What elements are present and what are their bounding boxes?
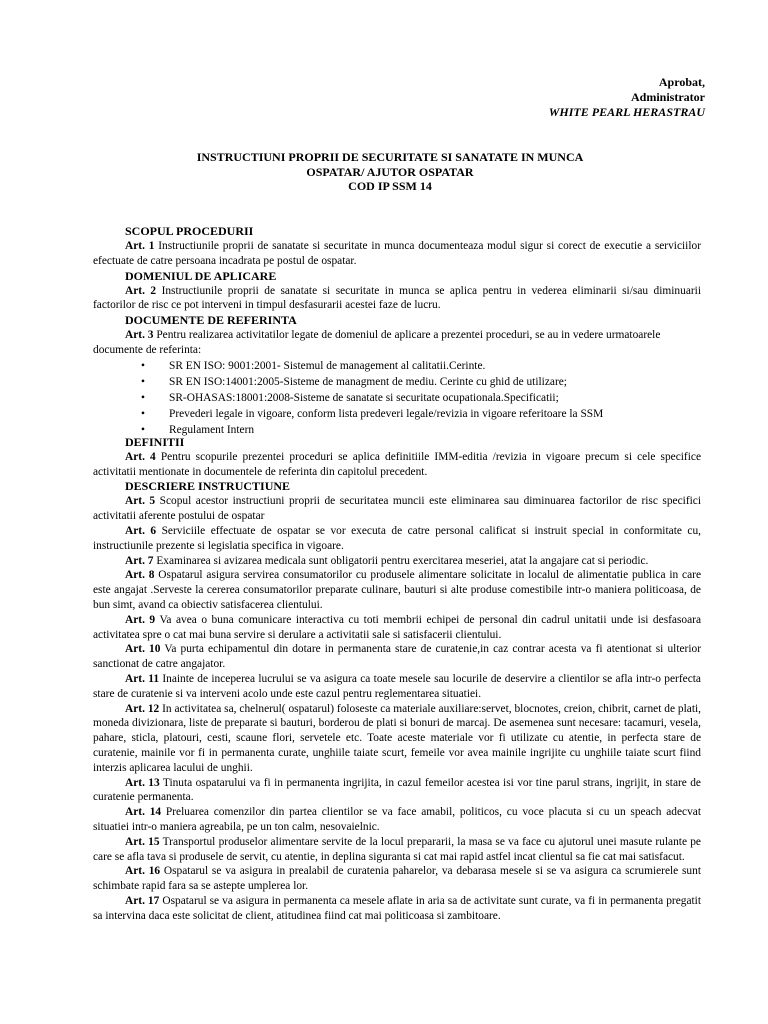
article-text: Serviciile effectuate de ospatar se vor executa de catre personal calificat si instruit special in conformitate cu, instructiunile prezente si legislatia specifica in vigoare. [93,524,701,552]
article-label: Art. 2 [125,284,157,297]
reference-list [93,358,701,438]
article-label: Art. 5 [125,495,156,508]
reference-item: • SR-OHASAS:18001:2008-Sisteme de sanatate si securitate ocupationala.Specificatii; [141,390,701,406]
article-7 [93,554,701,569]
article-label: Art. 3 [125,329,154,342]
article-text: Ospatarul se va asigura in prealabil de curatenia paharelor, va debarasa mesele si se va asigura ca scrumierele sunt schimbate rapid fara sa se astepte umplerea lor. [93,865,701,893]
article-label: Art. 6 [125,524,157,537]
article-text: Instructiunile proprii de sanatate si securitate in munca documenteaza modul sigur si corect de executie a serviciilor efectuate de catre persoana incadrata pe postul de ospatar. [93,240,701,267]
article-14 [93,805,701,835]
article-5 [93,494,701,524]
section-heading-domeniu: DOMENIUL DE APLICARE [125,268,277,283]
section-heading-documente: DOCUMENTE DE REFERINTA [125,313,297,328]
reference-item: • Prevederi legale in vigoare, conform lista predeveri legale/revizia in vigoare referitoare la SSM [141,406,701,422]
approval-label: Aprobat, [658,75,705,89]
article-text: Tinuta ospatarului va fi in permanenta ingrijita, in cazul femeilor acestea isi vor tine parul strans, ingrijit, in stare de curatenie permanenta. [93,776,701,804]
title-line-3: COD IP SSM 14 [348,179,432,193]
article-text: Instructiunile proprii de sanatate si securitate in munca se aplica pentru in vederea eliminarii si/sau diminuarii factorilor de risc ce pot interveni in timpul desfasurarii acestei faze de lucru. [93,284,701,312]
article-text: Scopul acestor instructiuni proprii de securitatea muncii este eliminarea sau diminuarea factorilor de risc specifici activitatii aferente postului de ospatar [93,495,701,523]
article-13 [93,776,701,806]
article-label: Art. 4 [125,450,156,463]
article-3 [93,328,701,358]
article-9 [93,613,701,643]
article-15 [93,835,701,865]
article-label: Art. 1 [125,240,155,252]
article-label: Art. 16 [125,865,161,878]
approval-block [549,75,705,120]
article-text: Pentru scopurile prezentei proceduri se aplica definitiile IMM-editia /revizia in vigoare precum si cele specifice activitatii mentionate in documentele de referinta din capitolul precedent. [93,450,702,478]
article-label: Art. 7 [125,554,154,567]
title-line-2: OSPATAR/ AJUTOR OSPATAR [306,164,474,179]
article-8 [93,568,701,612]
article-label: Art. 8 [125,569,155,582]
article-label: Art. 13 [125,776,160,789]
article-4 [93,450,701,480]
section-heading-descriere: DESCRIERE INSTRUCTIUNE [125,479,291,494]
article-1 [93,239,701,269]
document-body [93,224,701,923]
article-text: Inainte de inceperea lucrului se va asigura ca toate mesele sau locurile de deservire a clientilor se afla intr-o perfecta stare de curatenie si va interveni acolo unde este cazul pentru reglementarea situatiei. [93,672,701,700]
article-10 [93,642,701,672]
article-text: Preluarea comenzilor din partea clientilor se va face amabil, politicos, cu voce placuta si cu un speach adecvat situatiei intr-o maniera agreabila, pe un ton calm, nesovaielnic. [93,806,702,833]
article-label: Art. 9 [125,613,156,626]
section-heading-scop: SCOPUL PROCEDURII [125,224,254,238]
article-2 [93,284,701,314]
article-12 [93,702,701,776]
article-16 [93,864,701,894]
article-text: Pentru realizarea activitatilor legate de domeniul de aplicare a prezentei proceduri, se au in vedere urmatoarele documente de referinta: [93,329,661,356]
article-text: Va purta echipamentul din dotare in permanenta stare de curatenie,in caz contrar acesta va fi atentionat si ulterior sanctionat de catre angajator. [93,643,701,671]
article-text: Examinarea si avizarea medicala sunt obligatorii pentru exercitarea meseriei, atat la angajare cat si periodic. [153,554,649,567]
article-11 [93,672,701,702]
article-text: Ospatarul asigura servirea consumatorilor cu produsele alimentare solicitate in localul de alimentatie publica in care este angajat .Serveste la cererea consumatorilor preparate culinare, bauturi si alte produse comestibile intr-o maniera politicoasa, de bun simt, avand ca obiectiv satisfacerea clientului. [93,569,701,611]
article-label: Art. 15 [125,835,160,848]
article-text: Ospatarul se va asigura in permanenta ca mesele aflate in aria sa de activitate sunt curate, va fi in permanenta pregatit sa intervina daca este solicitat de client, atitudinea fiind cat mai politicoasa si zambitoare. [93,894,701,922]
article-text: Va avea o buna comunicare interactiva cu toti membrii echipei de personal din cadrul unitatii unde isi desfasoara activitatea spre o cat mai buna servire si derulare a activitatii sale si satisfacerii clientului. [93,613,702,641]
reference-item: • Regulament Intern [141,422,701,438]
article-label: Art. 17 [125,894,160,907]
article-label: Art. 10 [125,643,161,656]
reference-item: • SR EN ISO: 9001:2001- Sistemul de management al calitatii.Cerinte. [141,358,701,374]
section-heading-definitii: DEFINITII [125,434,185,449]
approval-role: Administrator [631,90,705,104]
article-label: Art. 12 [125,702,160,715]
article-label: Art. 11 [125,672,160,685]
reference-item: • SR EN ISO:14001:2005-Sisteme de managment de mediu. Cerinte cu ghid de utilizare; [141,374,701,390]
article-17 [93,894,701,924]
article-label: Art. 14 [125,806,162,819]
title-line-1: INSTRUCTIUNI PROPRII DE SECURITATE SI SANATATE IN MUNCA [196,150,584,164]
approval-company: WHITE PEARL HERASTRAU [548,105,705,119]
document-title [90,150,690,194]
article-text: Transportul produselor alimentare servite de la locul prepararii, la masa se va face cu ajutorul unei masute rulante pe care se afla tava si produsele de servit, cu atentie, in deplina siguranta si cat mai rapid astfel incat clientul sa fie cat mai satisfacut. [93,835,701,863]
article-6 [93,524,701,554]
article-text: In activitatea sa, chelnerul( ospatarul) foloseste ca materiale auxiliare:servet, blocnotes, creion, chibrit, carnet de plati, moneda divizionara, liste de preparate si bauturi, borderou de plati si bonuri de marcaj. De asemenea sunt necesare: tacamuri, vesela, pahare, sticla, platouri, cesti, scaune flori, servetele etc. Toate aceste materiale vor fi utilizate cu atentie, in perfecta stare de curatenie, mainile vor fi in permanenta curate, unghiile taiate scurt, femeile vor avea mainile ingrijite cu unghiile taiate scurt fiind interzis aplicarea lacului de unghii. [93,702,701,774]
